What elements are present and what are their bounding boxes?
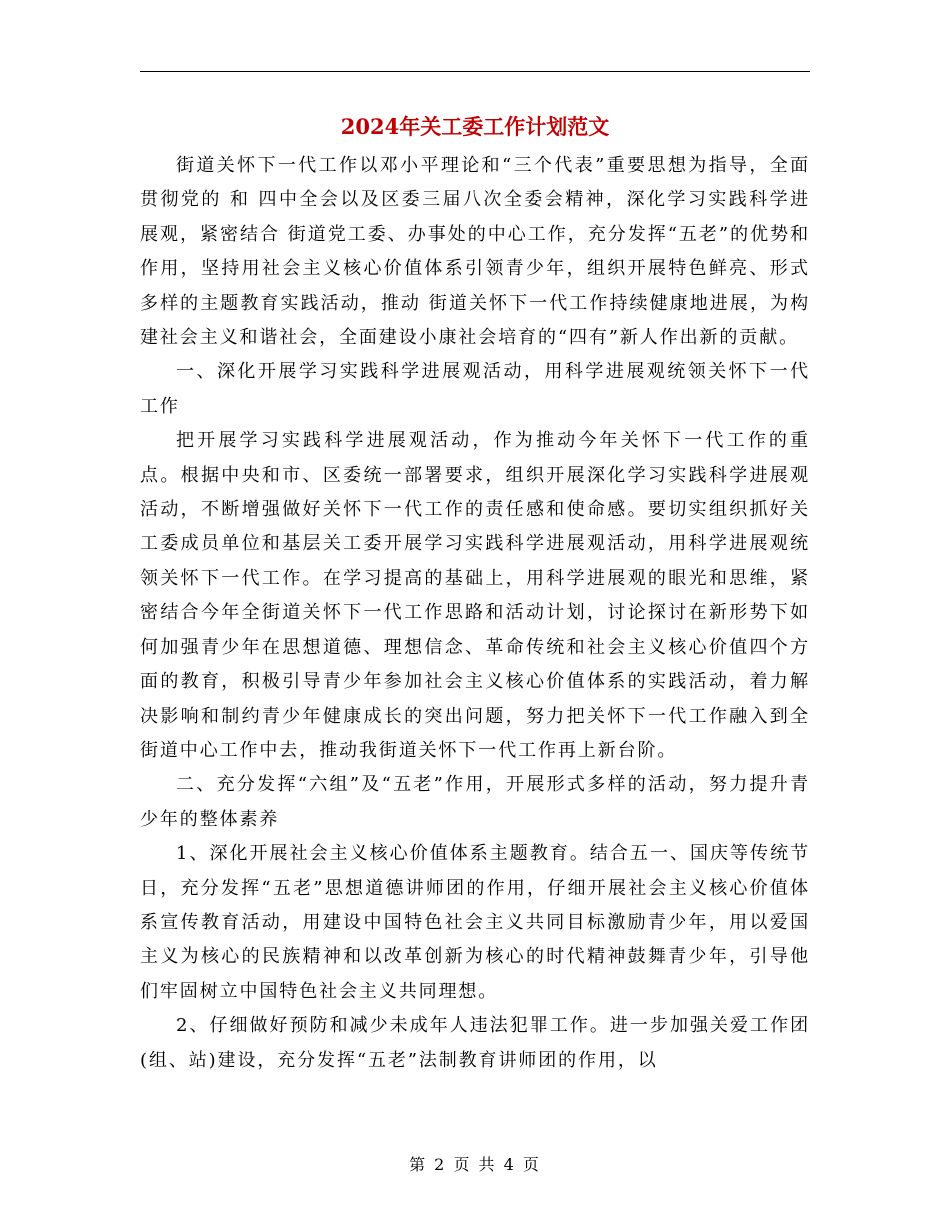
document-body: [140, 149, 810, 1078]
section-heading-2: 二、充分发挥“六组”及“五老”作用，开展形式多样的活动，努力提升青少年的整体素养: [140, 774, 810, 830]
document-title: 2024年关工委工作计划范文: [340, 114, 610, 139]
page-number-footer: 第 2 页 共 4 页: [409, 1155, 541, 1174]
paragraph-item-1: 1、深化开展社会主义核心价值体系主题教育。结合五一、国庆等传统节日，充分发挥“五老”思想道德讲师团的作用，仔细开展社会主义核心价值体系宣传教育活动，用建设中国特色社会主义共同目标激励青少年，用以爱国主义为核心的民族精神和以改革创新为核心的时代精神鼓舞青少年，引导他们牢固树立中国特色社会主义共同理想。: [140, 843, 810, 1002]
paragraph-item-2: 2、仔细做好预防和减少未成年人违法犯罪工作。进一步加强关爱工作团(组、站)建设，充分发挥“五老”法制教育讲师团的作用，以: [140, 1015, 810, 1071]
paragraph-section-1: 把开展学习实践科学进展观活动，作为推动今年关怀下一代工作的重点。根据中央和市、区委统一部署要求，组织开展深化学习实践科学进展观活动，不断增强做好关怀下一代工作的责任感和使命感。要切实组织抓好关工委成员单位和基层关工委开展学习实践科学进展观活动，用科学进展观统领关怀下一代工作。在学习提高的基础上，用科学进展观的眼光和思维，紧密结合今年全街道关怀下一代工作思路和活动计划，讨论探讨在新形势下如何加强青少年在思想道德、理想信念、革命传统和社会主义核心价值四个方面的教育，积极引导青少年参加社会主义核心价值体系的实践活动，着力解决影响和制约青少年健康成长的突出问题，努力把关怀下一代工作融入到全街道中心工作中去，推动我街道关怀下一代工作再上新台阶。: [140, 430, 810, 761]
header-rule: [140, 71, 810, 72]
paragraph-intro: 街道关怀下一代工作以邓小平理论和“三个代表”重要思想为指导，全面贯彻党的 和 四中全会以及区委三届八次全委会精神，深化学习实践科学进展观，紧密结合 街道党工委、办事处的中心工作，充分发挥“五老”的优势和作用，坚持用社会主义核心价值体系引领青少年，组织开展特色鲜亮、形式多样的主题教育实践活动，推动 街道关怀下一代工作持续健康地进展，为构建社会主义和谐社会，全面建设小康社会培育的“四有”新人作出新的贡献。: [140, 155, 810, 349]
section-heading-1: 一、深化开展学习实践科学进展观活动，用科学进展观统领关怀下一代工作: [140, 361, 810, 417]
